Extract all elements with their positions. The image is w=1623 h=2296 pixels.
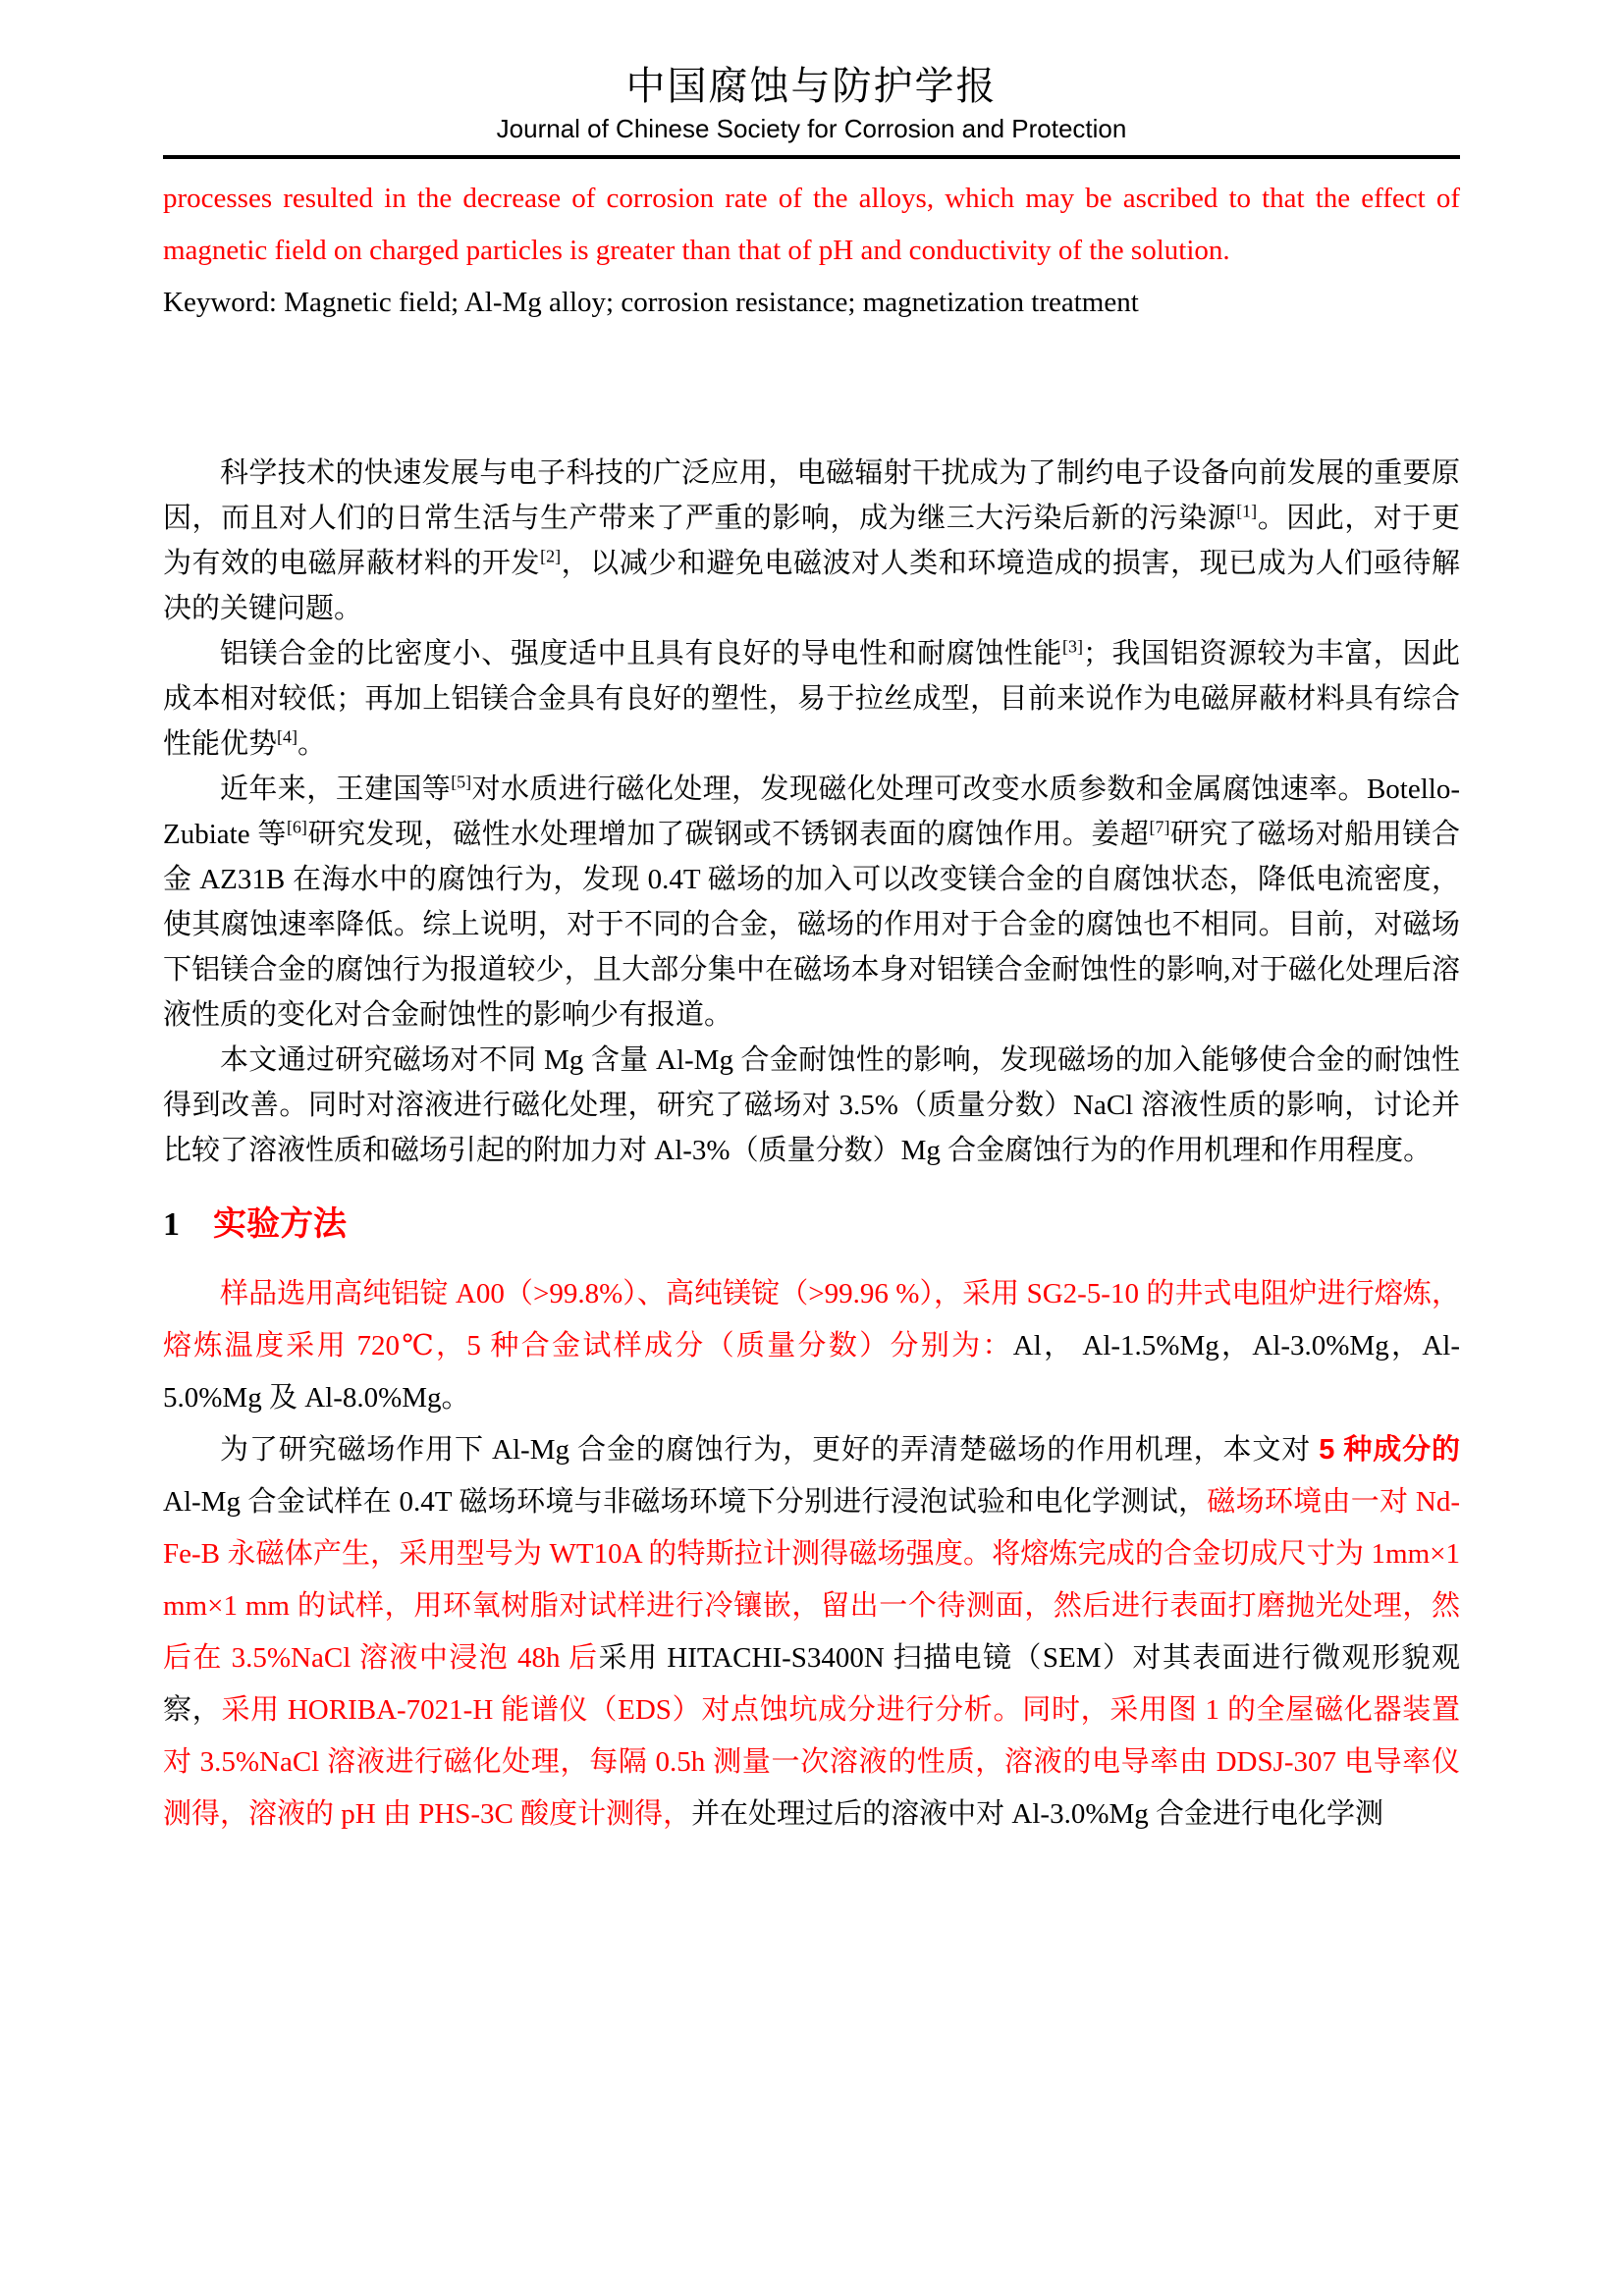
section-1-number: 1 xyxy=(163,1206,180,1243)
section-1-heading xyxy=(163,1201,1460,1249)
intro-paragraph-4: 本文通过研究磁场对不同 Mg 含量 Al-Mg 合金耐蚀性的影响，发现磁场的加入能够使合金的耐蚀性得到改善。同时对溶液进行磁化处理，研究了磁场对 3.5%（质量分数）NaCl 溶液性质的影响，讨论并比较了溶液性质和磁场引起的附加力对 Al-3%（质量分数）Mg 合金腐蚀行为的作用机理和作用程度。 xyxy=(163,1044,1460,1166)
intro-paragraph-3: 近年来，王建国等[5]对水质进行磁化处理，发现磁化处理可改变水质参数和金属腐蚀速率。Botello-Zubiate 等[6]研究发现，磁性水处理增加了碳钢或不锈钢表面的腐蚀作用。姜超[7]研究了磁场对船用镁合金 AZ31B 在海水中的腐蚀行为，发现 0.4T 磁场的加入可以改变镁合金的自腐蚀状态，降低电流密度，使其腐蚀速率降低。综上说明，对于不同的合金，磁场的作用对于合金的腐蚀也不相同。目前，对磁场下铝镁合金的腐蚀行为报道较少，且大部分集中在磁场本身对铝镁合金耐蚀性的影响,对于磁化处理后溶液性质的变化对合金耐蚀性的影响少有报道。 xyxy=(163,772,1460,1031)
intro-paragraph-2: 铝镁合金的比密度小、强度适中且具有良好的导电性和耐腐蚀性能[3]；我国铝资源较为丰富，因此成本相对较低；再加上铝镁合金具有良好的塑性，易于拉丝成型，目前来说作为电磁屏蔽材料具有综合性能优势[4]。 xyxy=(163,636,1460,760)
keywords-line: Keyword: Magnetic field; Al-Mg alloy; corrosion resistance; magnetization treatment xyxy=(163,287,1139,318)
method-paragraph-1: 样品选用高纯铝锭 A00（>99.8%）、高纯镁锭（>99.96 %），采用 SG2-5-10 的井式电阻炉进行熔炼，熔炼温度采用 720℃，5 种合金试样成分（质量分数）分别为：Al， Al-1.5%Mg，Al-3.0%Mg，Al-5.0%Mg 及 Al-8.0%Mg。 xyxy=(163,1278,1460,1414)
journal-title-english: Journal of Chinese Society for Corrosion and Protection xyxy=(496,114,1127,143)
section-1-title: 实验方法 xyxy=(213,1205,347,1243)
journal-header xyxy=(163,63,1460,159)
journal-title-chinese: 中国腐蚀与防护学报 xyxy=(625,64,998,108)
intro-paragraph-1: 科学技术的快速发展与电子科技的广泛应用，电磁辐射干扰成为了制约电子设备向前发展的重要原因，而且对人们的日常生活与生产带来了严重的影响，成为继三大污染后新的污染源[1]。因此，对于更为有效的电磁屏蔽材料的开发[2]，以减少和避免电磁波对人类和环境造成的损害，现已成为人们亟待解决的关键问题。 xyxy=(163,457,1460,624)
method-paragraph-2: 为了研究磁场作用下 Al-Mg 合金的腐蚀行为，更好的弄清楚磁场的作用机理，本文对 5 种成分的 Al-Mg 合金试样在 0.4T 磁场环境与非磁场环境下分别进行浸泡试验和电化学测试，磁场环境由一对 Nd-Fe-B 永磁体产生，采用型号为 WT10A 的特斯拉计测得磁场强度。将熔炼完成的合金切成尺寸为 1mm×1 mm×1 mm 的试样，用环氧树脂对试样进行冷镶嵌，留出一个待测面，然后进行表面打磨抛光处理，然后在 3.5%NaCl 溶液中浸泡 48h 后采用 HITACHI-S3400N 扫描电镜（SEM）对其表面进行微观形貌观察，采用 HORIBA-7021-H 能谱仪（EDS）对点蚀坑成分进行分析。同时，采用图 1 的全屋磁化器装置对 3.5%NaCl 溶液进行磁化处理，每隔 0.5h 测量一次溶液的性质，溶液的电导率由 DDSJ-307 电导率仪测得，溶液的 pH 由 PHS-3C 酸度计测得，并在处理过后的溶液中对 Al-3.0%Mg 合金进行电化学测 xyxy=(163,1434,1460,1830)
abstract-english-text: processes resulted in the decrease of corrosion rate of the alloys, which may be ascribed to that the effect of magnetic field on charged particles is greater than that of pH and conductivity of the solution. xyxy=(163,183,1460,266)
